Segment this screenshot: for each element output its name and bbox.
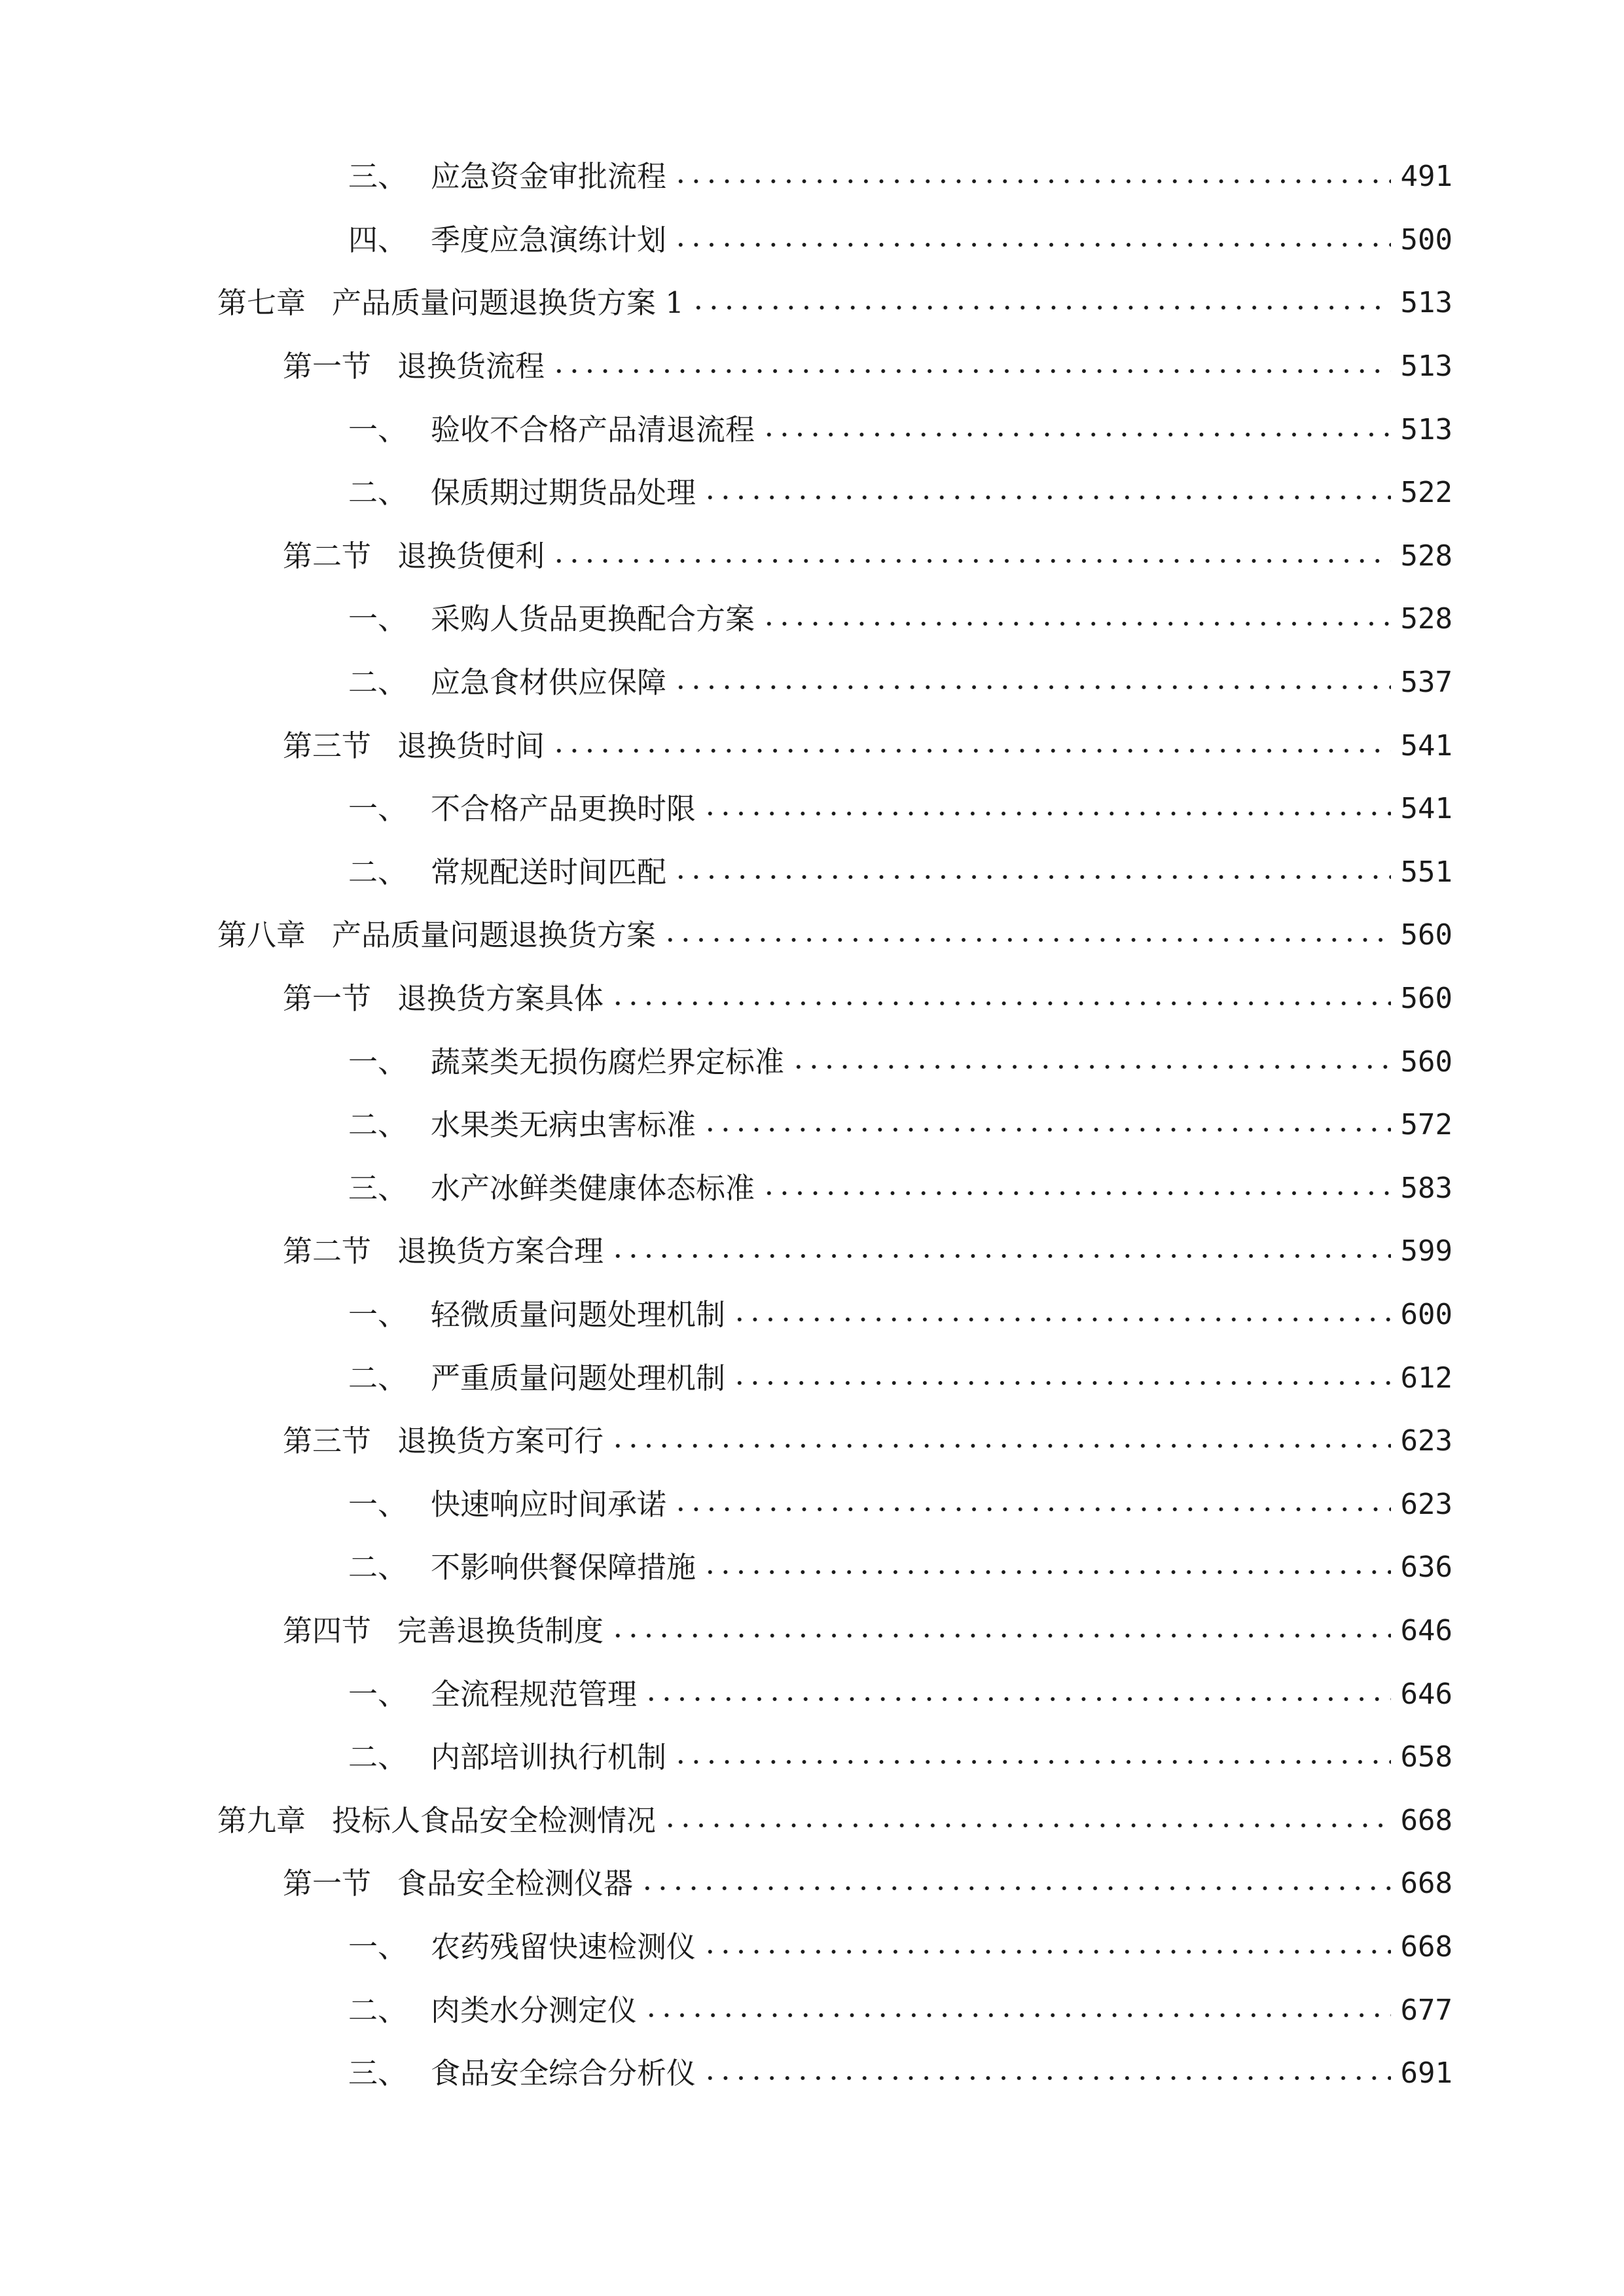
- toc-entry-page-number: 560: [1400, 918, 1453, 952]
- toc-entry-title: 保质期过期货品处理: [431, 475, 696, 511]
- toc-entry-title: 退换货流程: [397, 349, 545, 384]
- toc-entry-page-number: 528: [1400, 602, 1453, 636]
- toc-entry-title: 肉类水分测定仪: [431, 1992, 638, 2028]
- toc-entry-title: 不合格产品更换时限: [431, 791, 696, 827]
- toc-section-entry[interactable]: [0, 967, 1624, 1031]
- toc-entry-number: 一、: [348, 1929, 408, 1964]
- toc-entry-number: 三、: [348, 159, 408, 194]
- toc-subsection-entry[interactable]: [0, 651, 1624, 715]
- toc-entry-page-number: 541: [1400, 792, 1453, 826]
- toc-entry-page-number: 513: [1400, 350, 1453, 384]
- toc-entry-number: 二、: [348, 854, 408, 889]
- toc-subsection-entry[interactable]: [0, 209, 1624, 272]
- toc-entry-title: 采购人货品更换配合方案: [431, 601, 755, 637]
- toc-section-entry[interactable]: [0, 1410, 1624, 1473]
- toc-entry-title: 快速响应时间承诺: [431, 1486, 667, 1522]
- toc-entry-number: 二、: [348, 1550, 408, 1585]
- toc-entry-number: 第二节: [283, 538, 372, 573]
- toc-subsection-entry[interactable]: [0, 1916, 1624, 1979]
- toc-entry-number: 第一节: [283, 981, 372, 1016]
- dot-leader: [673, 238, 1391, 251]
- toc-subsection-entry[interactable]: [0, 841, 1624, 905]
- toc-entry-page-number: 623: [1400, 1424, 1453, 1458]
- toc-entry-title: 应急食材供应保障: [431, 665, 667, 700]
- dot-leader: [673, 1755, 1391, 1768]
- toc-entry-number: 一、: [348, 1044, 408, 1079]
- toc-entry-title: 完善退换货制度: [397, 1613, 604, 1648]
- dot-leader: [551, 744, 1391, 757]
- toc-chapter-entry[interactable]: [0, 904, 1624, 967]
- toc-entry-number: 二、: [348, 1107, 408, 1143]
- toc-entry-title: 食品安全检测仪器: [397, 1866, 634, 1901]
- toc-entry-number: 第二节: [283, 1234, 372, 1269]
- toc-entry-number: 第三节: [283, 728, 372, 763]
- toc-subsection-entry[interactable]: [0, 145, 1624, 209]
- dot-leader: [640, 1882, 1391, 1895]
- toc-entry-number: 二、: [348, 1992, 408, 2028]
- toc-entry-title: 水果类无病虫害标准: [431, 1107, 696, 1143]
- dot-leader: [643, 1693, 1391, 1706]
- toc-entry-title: 退换货时间: [397, 728, 545, 763]
- toc-subsection-entry[interactable]: [0, 1473, 1624, 1536]
- dot-leader: [702, 807, 1391, 820]
- toc-entry-page-number: 677: [1400, 1993, 1453, 2027]
- toc-section-entry[interactable]: [0, 1220, 1624, 1283]
- dot-leader: [662, 1819, 1391, 1832]
- toc-entry-title: 全流程规范管理: [431, 1676, 638, 1712]
- toc-entry-number: 第七章: [217, 285, 306, 321]
- toc-subsection-entry[interactable]: [0, 461, 1624, 525]
- toc-entry-number: 第八章: [217, 918, 306, 953]
- toc-entry-title: 季度应急演练计划: [431, 222, 667, 257]
- dot-leader: [761, 617, 1391, 630]
- toc-entry-page-number: 646: [1400, 1677, 1453, 1711]
- dot-leader: [662, 933, 1391, 946]
- toc-entry-title: 产品质量问题退换货方案 1: [332, 285, 684, 321]
- dot-leader: [610, 1249, 1391, 1263]
- toc-entry-page-number: 500: [1400, 223, 1453, 257]
- toc-entry-number: 第一节: [283, 349, 372, 384]
- dot-leader: [643, 2009, 1391, 2022]
- dot-leader: [702, 1123, 1391, 1136]
- toc-subsection-entry[interactable]: [0, 1346, 1624, 1410]
- toc-entry-title: 退换货方案合理: [397, 1234, 604, 1269]
- toc-entry-page-number: 668: [1400, 1867, 1453, 1901]
- toc-entry-page-number: 623: [1400, 1487, 1453, 1521]
- toc-entry-title: 水产冰鲜类健康体态标准: [431, 1170, 755, 1206]
- dot-leader: [702, 491, 1391, 504]
- dot-leader: [551, 365, 1391, 378]
- toc-entry-number: 第四节: [283, 1613, 372, 1648]
- toc-entry-number: 第三节: [283, 1424, 372, 1459]
- toc-entry-number: 三、: [348, 1170, 408, 1206]
- toc-entry-title: 验收不合格产品清退流程: [431, 412, 755, 447]
- toc-entry-number: 一、: [348, 1297, 408, 1332]
- toc-entry-number: 一、: [348, 1486, 408, 1522]
- toc-entry-title: 退换货方案具体: [397, 981, 604, 1016]
- toc-entry-page-number: 560: [1400, 982, 1453, 1016]
- toc-chapter-entry[interactable]: [0, 1789, 1624, 1852]
- dot-leader: [610, 1629, 1391, 1642]
- toc-entry-page-number: 537: [1400, 666, 1453, 700]
- toc-entry-page-number: 668: [1400, 1803, 1453, 1837]
- toc-subsection-entry[interactable]: [0, 1662, 1624, 1726]
- toc-entry-page-number: 668: [1400, 1929, 1453, 1964]
- toc-subsection-entry[interactable]: [0, 588, 1624, 651]
- toc-entry-title: 常规配送时间匹配: [431, 854, 667, 889]
- toc-entry-page-number: 491: [1400, 160, 1453, 194]
- toc-entry-page-number: 599: [1400, 1234, 1453, 1268]
- toc-entry-title: 不影响供餐保障措施: [431, 1550, 696, 1585]
- dot-leader: [551, 554, 1391, 567]
- toc-subsection-entry[interactable]: [0, 778, 1624, 841]
- toc-section-entry[interactable]: [0, 1852, 1624, 1916]
- toc-entry-title: 退换货方案可行: [397, 1424, 604, 1459]
- toc-entry-title: 轻微质量问题处理机制: [431, 1297, 726, 1332]
- toc-subsection-entry[interactable]: [0, 1094, 1624, 1157]
- toc-entry-page-number: 691: [1400, 2056, 1453, 2090]
- toc-section-entry[interactable]: [0, 1600, 1624, 1663]
- dot-leader: [761, 428, 1391, 441]
- toc-chapter-entry[interactable]: [0, 272, 1624, 335]
- toc-entry-page-number: 551: [1400, 855, 1453, 889]
- toc-subsection-entry[interactable]: [0, 1283, 1624, 1347]
- toc-section-entry[interactable]: [0, 525, 1624, 588]
- toc-entry-page-number: 636: [1400, 1551, 1453, 1585]
- dot-leader: [610, 1439, 1391, 1452]
- toc-entry-number: 二、: [348, 1360, 408, 1395]
- toc-entry-number: 第一节: [283, 1866, 372, 1901]
- dot-leader: [702, 2072, 1391, 2085]
- toc-entry-number: 一、: [348, 791, 408, 827]
- toc-entry-page-number: 646: [1400, 1613, 1453, 1647]
- dot-leader: [673, 175, 1391, 188]
- toc-section-entry[interactable]: [0, 335, 1624, 399]
- toc-entry-title: 产品质量问题退换货方案: [332, 918, 657, 953]
- toc-entry-title: 食品安全综合分析仪: [431, 2056, 696, 2091]
- dot-leader: [732, 1313, 1391, 1326]
- toc-entry-title: 严重质量问题处理机制: [431, 1360, 726, 1395]
- toc-entry-title: 内部培训执行机制: [431, 1740, 667, 1775]
- toc-entry-page-number: 572: [1400, 1108, 1453, 1142]
- dot-leader: [732, 1376, 1391, 1390]
- toc-entry-page-number: 658: [1400, 1740, 1453, 1774]
- dot-leader: [673, 681, 1391, 694]
- dot-leader: [673, 870, 1391, 884]
- toc-entry-number: 一、: [348, 601, 408, 637]
- toc-subsection-entry[interactable]: [0, 1979, 1624, 2042]
- toc-entry-number: 二、: [348, 475, 408, 511]
- dot-leader: [610, 997, 1391, 1010]
- toc-entry-number: 一、: [348, 412, 408, 447]
- toc-entry-page-number: 513: [1400, 412, 1453, 446]
- toc-entry-title: 投标人食品安全检测情况: [332, 1803, 657, 1838]
- toc-entry-title: 退换货便利: [397, 538, 545, 573]
- toc-subsection-entry[interactable]: [0, 2042, 1624, 2106]
- toc-entry-page-number: 513: [1400, 286, 1453, 320]
- table-of-contents: [0, 145, 1624, 2105]
- toc-entry-page-number: 583: [1400, 1171, 1453, 1205]
- toc-entry-page-number: 600: [1400, 1297, 1453, 1331]
- toc-section-entry[interactable]: [0, 714, 1624, 778]
- toc-entry-page-number: 560: [1400, 1045, 1453, 1079]
- dot-leader: [702, 1566, 1391, 1579]
- toc-entry-page-number: 522: [1400, 476, 1453, 510]
- toc-subsection-entry[interactable]: [0, 1030, 1624, 1094]
- toc-entry-number: 一、: [348, 1676, 408, 1712]
- dot-leader: [761, 1187, 1391, 1200]
- toc-entry-number: 四、: [348, 222, 408, 257]
- dot-leader: [791, 1060, 1391, 1073]
- toc-subsection-entry[interactable]: [0, 398, 1624, 461]
- toc-subsection-entry[interactable]: [0, 1157, 1624, 1221]
- toc-entry-page-number: 541: [1400, 728, 1453, 762]
- toc-entry-number: 第九章: [217, 1803, 306, 1838]
- toc-entry-number: 三、: [348, 2056, 408, 2091]
- dot-leader: [702, 1945, 1391, 1958]
- dot-leader: [673, 1503, 1391, 1516]
- toc-entry-number: 二、: [348, 665, 408, 700]
- toc-entry-page-number: 528: [1400, 539, 1453, 573]
- toc-entry-title: 农药残留快速检测仪: [431, 1929, 696, 1964]
- toc-subsection-entry[interactable]: [0, 1726, 1624, 1789]
- toc-entry-page-number: 612: [1400, 1361, 1453, 1395]
- toc-entry-title: 应急资金审批流程: [431, 159, 667, 194]
- toc-subsection-entry[interactable]: [0, 1536, 1624, 1600]
- toc-entry-title: 蔬菜类无损伤腐烂界定标准: [431, 1044, 785, 1079]
- dot-leader: [691, 301, 1391, 314]
- toc-entry-number: 二、: [348, 1740, 408, 1775]
